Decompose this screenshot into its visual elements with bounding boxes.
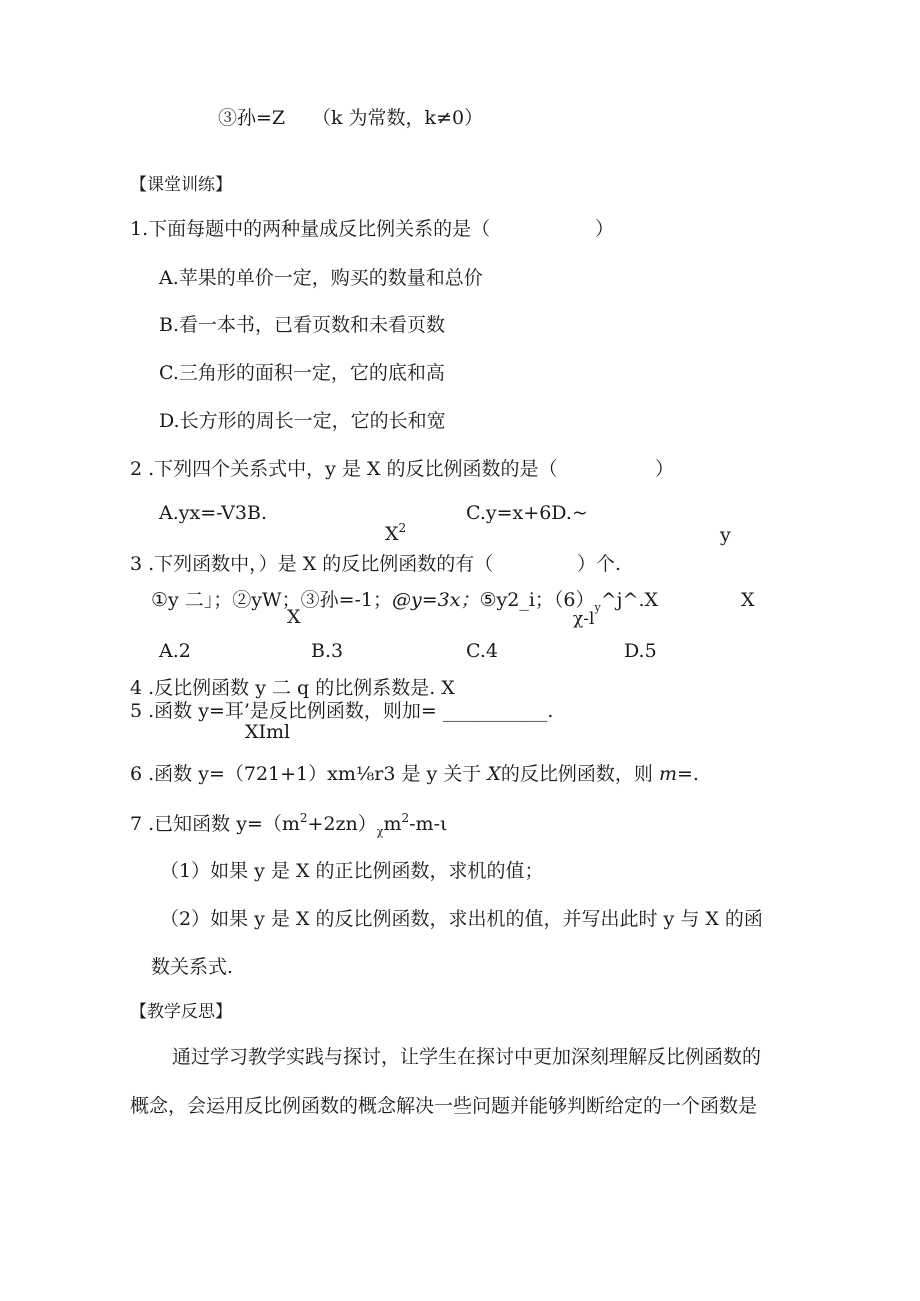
section-header-reflection: 【教学反思】: [130, 1002, 232, 1022]
question-2: 2 .下列四个关系式中，y 是 X 的反比例函数的是（: [130, 458, 558, 480]
option-3a: A.2: [159, 640, 191, 662]
question-3: 3 .下列函数中，）是 X 的反比例函数的有（: [130, 553, 494, 575]
option-2-y: y: [720, 524, 731, 546]
question-3-chi: χ-l: [573, 609, 595, 629]
option-2a: A.yx=-V3B.: [159, 502, 267, 524]
option-1b: B.看一本书，已看页数和未看页数: [159, 314, 446, 336]
question-7: 7 .已知函数 $y=(m^2+2zn)_\chi m^2-m-\iota$: [130, 811, 448, 838]
question-7-part-1: （1）如果 y 是 X 的正比例函数，求机的值；: [160, 860, 544, 882]
question-3-x: X: [741, 589, 755, 611]
reflection-line-1: 通过学习教学实践与探讨，让学生在探讨中更加深刻理解反比例函数的: [172, 1046, 762, 1068]
section-header-practice: 【课堂训练】: [130, 175, 232, 195]
question-6: 6 .函数 y=（721+1）xm⅛r3 是 y 关于 X的反比例函数，则 m=.: [130, 763, 699, 785]
option-1c: C.三角形的面积一定，它的底和高: [159, 362, 445, 384]
reflection-line-2: 概念，会运用反比例函数的概念解决一些问题并能够判断给定的一个函数是: [130, 1095, 758, 1117]
option-3c: C.4: [466, 640, 498, 662]
question-1: 1.下面每题中的两种量成反比例关系的是（: [130, 218, 491, 240]
question-2-paren: ）: [655, 458, 675, 480]
question-1-paren: ）: [595, 218, 615, 240]
question-7-part-2: （2）如果 y 是 X 的反比例函数，求出机的值，并写出此时 y 与 X 的函: [160, 908, 763, 930]
question-5-denominator: XIml: [245, 721, 291, 743]
question-3-items: ①y 二」；②yW；③孙=-1；@y=3x；⑤y2_i；$(6)_y\^{}j\^{}.X$: [151, 589, 659, 614]
question-3-x-denominator: X: [287, 606, 301, 628]
option-2c: C.y=x+6D.~: [466, 502, 588, 524]
option-3b: B.3: [311, 640, 344, 662]
question-7-part-2-cont: 数关系式.: [151, 956, 234, 978]
option-1a: A.苹果的单价一定，购买的数量和总价: [159, 267, 483, 289]
option-3d: D.5: [624, 640, 657, 662]
option-2-denominator: $X^2$: [385, 521, 407, 545]
question-5: 5 .函数 y=耳’是反比例函数，则加= ___________.: [130, 700, 554, 722]
question-3-paren: ）个.: [577, 553, 622, 575]
option-1d: D.长方形的周长一定，它的长和宽: [159, 410, 446, 432]
formula-line: ③孙=Z: [218, 107, 286, 129]
formula-note: （k 为常数，k≠0）: [312, 107, 484, 129]
question-4: 4 .反比例函数 y 二 q 的比例系数是. X: [130, 677, 455, 699]
